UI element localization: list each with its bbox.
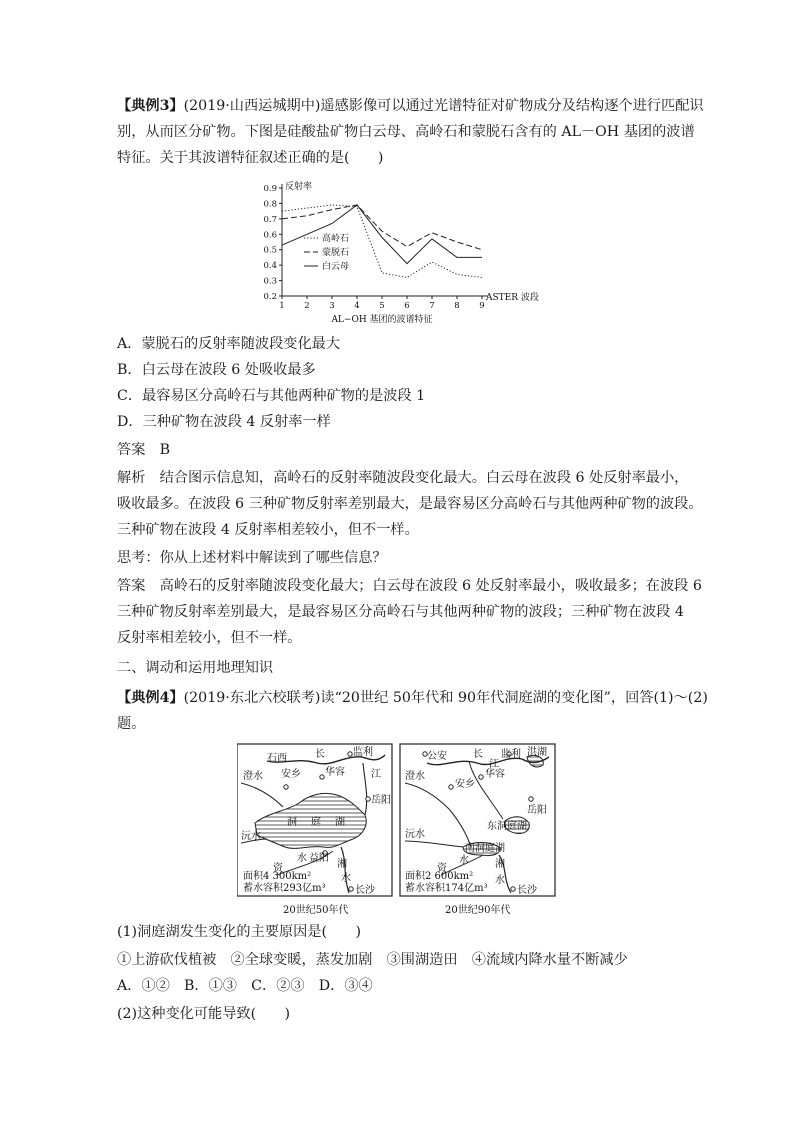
y-tick-label: 0.3 xyxy=(263,276,277,287)
y-tick-label: 0.9 xyxy=(263,184,277,194)
label-jiang: 江 xyxy=(371,769,381,780)
answer: 答案 B xyxy=(117,442,170,458)
x-axis-label: ASTER 波段 xyxy=(486,293,539,303)
label-xiang-1990s: 湘 xyxy=(495,859,505,870)
question-2: (2)这种变化可能导致( ) xyxy=(117,1006,291,1022)
x-tick-label: 2 xyxy=(304,301,310,311)
option-b: B．白云母在波段 6 处吸收最多 xyxy=(117,362,316,378)
legend-label-0: 高岭石 xyxy=(322,234,350,244)
label-yiyang: 益阳 xyxy=(309,853,329,864)
label-jianli-1990s: 监利 xyxy=(501,749,521,760)
label-shui2: 水 xyxy=(341,873,351,884)
x-tick-label: 8 xyxy=(454,301,460,311)
x-tick-label: 4 xyxy=(354,301,360,311)
city-huarong-1950s xyxy=(320,775,324,779)
label-zi: 资 xyxy=(273,863,283,874)
map-1950s-volume: 蓄水容积293亿m³ xyxy=(243,883,326,894)
think-answer-line1: 答案 高岭石的反射率随波段变化最大；白云母在波段 6 处反射率最小，吸收最多；在波段 6 xyxy=(117,578,702,594)
label-lishui-1990s: 澄水 xyxy=(405,771,425,782)
city-yueyang-1990s xyxy=(529,797,533,801)
option-d: D．三种矿物在波段 4 反射率一样 xyxy=(117,414,331,430)
label-chang-1990s: 长 xyxy=(473,749,483,760)
label-huarong: 华容 xyxy=(325,767,345,778)
spectral-chart-svg xyxy=(252,178,552,328)
label-east-dongting: 东洞庭湖 xyxy=(487,821,527,832)
think-question: 思考：你从上述材料中解读到了哪些信息？ xyxy=(117,550,387,566)
option-a: A．蒙脱石的反射率随波段变化最大 xyxy=(117,336,341,352)
x-tick-label: 1 xyxy=(279,301,285,311)
dongting-maps-svg xyxy=(237,743,557,918)
example3-tag: 【典例3】 xyxy=(117,98,184,114)
y-tick-label: 0.5 xyxy=(263,245,277,256)
analysis-line2: 吸收最多。在波段 6 三种矿物反射率差别最大，是最容易区分高岭石与其他两种矿物的波段。 xyxy=(117,496,703,512)
label-anxiang-1990s: 安乡 xyxy=(455,779,475,790)
map-1990s-area: 面积2 600km² xyxy=(405,871,474,882)
yangtze-branch-1950s xyxy=(363,763,367,815)
label-xiang: 湘 xyxy=(337,859,347,870)
label-honghu: 洪湖 xyxy=(527,747,547,758)
y-tick-label: 0.6 xyxy=(263,230,277,241)
series-line-2 xyxy=(282,205,482,264)
analysis-line3: 三种矿物在波段 4 反射率相差较小，但不一样。 xyxy=(117,522,419,538)
y-tick-label: 0.4 xyxy=(263,261,277,272)
y-tick-label: 0.7 xyxy=(263,214,277,225)
map-1950s xyxy=(237,744,392,896)
legend-label-1: 蒙脱石 xyxy=(322,248,350,258)
city-huarong-1990s xyxy=(479,775,483,779)
example3-question-line3: 特征。关于其波谱特征叙述正确的是( ) xyxy=(117,150,384,166)
label-jiang-1990s: 江 xyxy=(489,759,499,770)
city-changsha-1950s xyxy=(349,887,353,891)
think-answer-line3: 反射率相差较小，但不一样。 xyxy=(117,630,302,646)
analysis-line1: 解析 结合图示信息知，高岭石的反射率随波段变化最大。白云母在波段 6 处反射率最小， xyxy=(117,470,689,486)
label-shui-1990s: 水 xyxy=(459,855,469,866)
city-jianli-1950s xyxy=(348,752,352,756)
series-line-0 xyxy=(282,205,482,278)
label-yueyang: 岳阳 xyxy=(371,795,391,806)
map-1950s-caption: 20世纪50年代 xyxy=(283,905,349,916)
option-c: C．最容易区分高岭石与其他两种矿物的是波段 1 xyxy=(117,388,426,404)
label-changsha-1990s: 长沙 xyxy=(517,885,537,896)
x-tick-label: 7 xyxy=(429,301,435,311)
city-changsha-1990s xyxy=(511,887,515,891)
example3-question-line2: 别，从而区分矿物。下图是硅酸盐矿物白云母、高岭石和蒙脱石含有的 AL－OH 基团的波谱 xyxy=(117,124,695,140)
city-yueyang-1950s xyxy=(366,797,370,801)
lishui-river-1950s xyxy=(241,783,283,807)
example4-question-line2: 题。 xyxy=(117,716,146,732)
label-yuanshui-1990s: 沅水 xyxy=(405,829,425,840)
example4-source: (2019·东北六校联考)读“20世纪 50年代和 90年代洞庭湖的变化图”，回答(1)～(2) xyxy=(183,690,708,706)
series-line-1 xyxy=(282,205,482,250)
label-jianli: 监利 xyxy=(353,747,373,758)
dongting-maps xyxy=(237,743,557,918)
label-zi-1990s: 资 xyxy=(437,863,447,874)
label-yueyang-1990s: 岳阳 xyxy=(527,805,547,816)
x-tick-label: 9 xyxy=(479,301,485,311)
question-1-items: ①上游砍伐植被 ②全球变暖，蒸发加剧 ③围湖造田 ④流域内降水量不断减少 xyxy=(117,952,628,968)
y-tick-label: 0.2 xyxy=(263,292,277,302)
label-changsha: 长沙 xyxy=(355,885,375,896)
think-answer-line2: 三种矿物反射率差别最大，是最容易区分高岭石与其他两种矿物的波段；三种矿物在波段 4 xyxy=(117,604,684,620)
example3-source: (2019·山西运城期中)遥感影像可以通过光谱特征对矿物成分及结构逐个进行匹配识 xyxy=(183,98,704,114)
label-dong: 洞 xyxy=(287,817,297,828)
example4-question-line1 xyxy=(117,688,708,708)
map-1990s-labels xyxy=(405,745,547,896)
xiangjiang-river-1950s xyxy=(341,847,349,893)
y-tick-label: 0.8 xyxy=(263,199,277,210)
label-shui: 水 xyxy=(297,853,307,864)
example3-question-line1 xyxy=(117,96,704,116)
label-anxiang: 安乡 xyxy=(281,769,301,780)
section-heading: 二、调动和运用地理知识 xyxy=(117,660,274,676)
label-huarong-1990s: 华容 xyxy=(485,769,505,780)
chart-title: AL−OH 基团的波谱特征 xyxy=(331,315,433,325)
legend-label-2: 白云母 xyxy=(322,262,350,272)
label-gongan: 公安 xyxy=(427,751,447,762)
label-lishui: 澄水 xyxy=(243,771,263,782)
question-1: (1)洞庭湖发生变化的主要原因是( ) xyxy=(117,924,361,940)
spectral-chart xyxy=(252,178,552,328)
city-anxiang-1950s xyxy=(284,785,288,789)
yuanshui-river-1990s xyxy=(405,841,463,847)
map-1990s-volume: 蓄水容积174亿m³ xyxy=(405,883,488,894)
x-tick-label: 6 xyxy=(404,301,410,311)
map-1950s-area: 面积4 300km² xyxy=(243,871,312,882)
label-south-dongting: 南洞庭湖 xyxy=(465,843,505,854)
y-axis-label: 反射率 xyxy=(285,182,313,192)
label-shui2-1990s: 水 xyxy=(495,875,505,886)
x-tick-label: 5 xyxy=(379,301,385,311)
city-anxiang-1990s xyxy=(449,785,453,789)
x-tick-label: 3 xyxy=(329,301,335,311)
label-shixi: 石西 xyxy=(267,753,287,764)
example4-tag: 【典例4】 xyxy=(117,690,184,706)
question-1-options: A．①② B．①③ C．②③ D．③④ xyxy=(117,978,373,994)
label-hu: 湖 xyxy=(335,817,345,828)
map-1990s xyxy=(400,744,555,896)
label-chang: 长 xyxy=(315,749,325,760)
map-1990s-caption: 20世纪90年代 xyxy=(445,905,511,916)
label-ting: 庭 xyxy=(311,817,321,828)
label-yuanshui: 沅水 xyxy=(241,831,261,842)
